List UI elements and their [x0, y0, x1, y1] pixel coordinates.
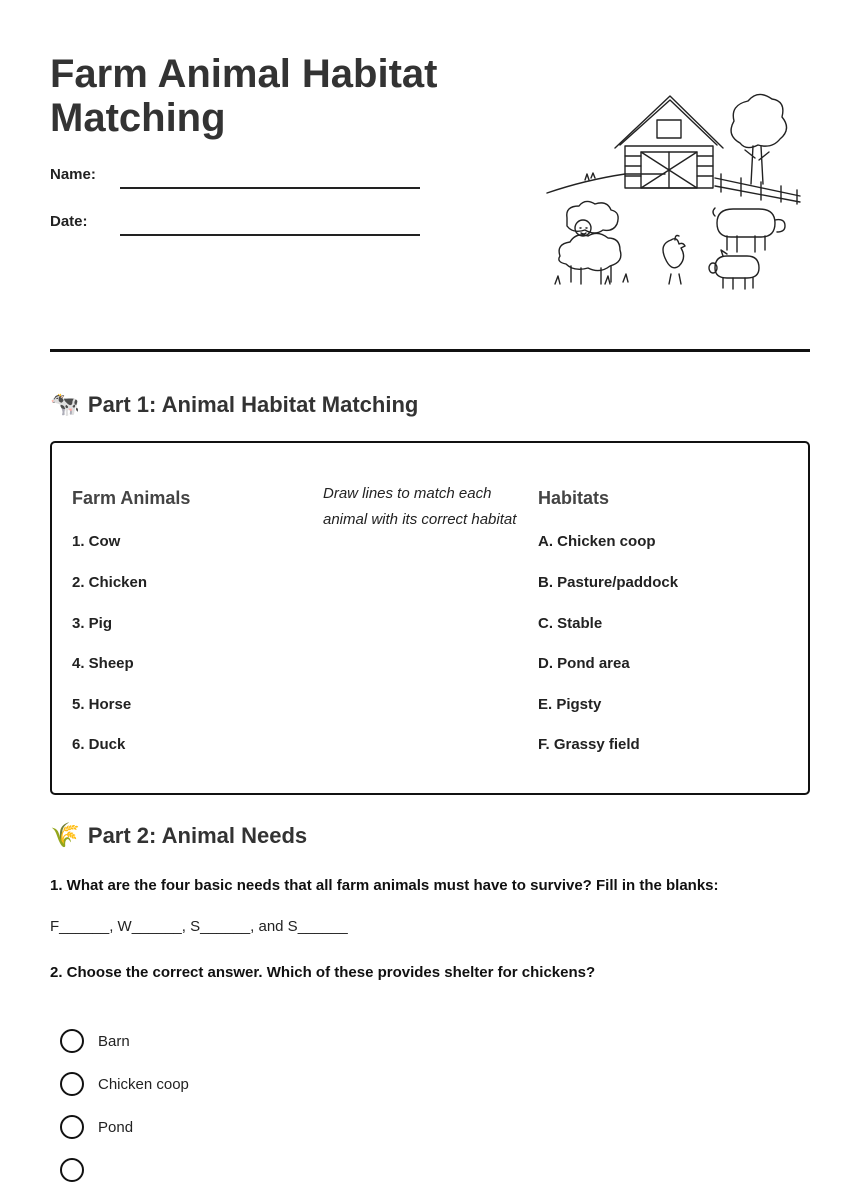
- question-1: 1. What are the four basic needs that all farm animals must have to survive? Fill in the blanks:: [50, 877, 719, 894]
- animal-item[interactable]: 6. Duck: [72, 736, 126, 753]
- page-title: Farm Animal Habitat Matching: [50, 52, 438, 140]
- habitats-heading: Habitats: [538, 488, 610, 508]
- habitat-item[interactable]: C. Stable: [538, 615, 603, 632]
- wheat-icon: 🌾: [50, 822, 80, 849]
- habitat-item[interactable]: D. Pond area: [538, 655, 630, 672]
- answer-option[interactable]: [60, 1029, 130, 1053]
- answer-option[interactable]: [60, 1115, 133, 1139]
- habitat-item[interactable]: A. Chicken coop: [538, 533, 656, 550]
- matching-box: [50, 441, 810, 795]
- animal-item[interactable]: 1. Cow: [72, 533, 121, 550]
- question-2: 2. Choose the correct answer. Which of these provides shelter for chickens?: [50, 964, 596, 981]
- date-field[interactable]: [120, 234, 420, 236]
- cow-icon: 🐄: [50, 391, 80, 418]
- radio-button[interactable]: [60, 1029, 84, 1053]
- animal-item[interactable]: 5. Horse: [72, 696, 132, 713]
- part1-heading: [50, 390, 418, 419]
- farm-scene-icon: [545, 88, 805, 293]
- habitat-item[interactable]: B. Pasture/paddock: [538, 574, 679, 591]
- radio-button[interactable]: [60, 1072, 84, 1096]
- habitat-item[interactable]: F. Grassy field: [538, 736, 640, 753]
- name-field[interactable]: [120, 187, 420, 189]
- animal-item[interactable]: 3. Pig: [72, 615, 113, 632]
- matching-instruction: Draw lines to match each animal with its correct habitat: [323, 485, 517, 528]
- farm-animals-heading: Farm Animals: [72, 488, 191, 508]
- part1-heading-text: Part 1: Animal Habitat Matching: [87, 391, 419, 417]
- section-divider: [50, 349, 810, 352]
- radio-button[interactable]: [60, 1115, 84, 1139]
- animal-item[interactable]: 4. Sheep: [72, 655, 134, 672]
- part2-heading: [50, 821, 307, 850]
- radio-button[interactable]: [60, 1158, 84, 1182]
- date-label: Date:: [50, 213, 88, 230]
- answer-option-label: Pond: [98, 1118, 134, 1136]
- part2-heading-text: Part 2: Animal Needs: [87, 822, 308, 848]
- answer-option-label: Barn: [98, 1032, 130, 1050]
- answer-option[interactable]: [60, 1072, 189, 1096]
- question-1-blanks[interactable]: F______, W______, S______, and S______: [50, 918, 348, 935]
- name-label: Name:: [50, 166, 96, 183]
- animal-item[interactable]: 2. Chicken: [72, 574, 148, 591]
- answer-option[interactable]: [60, 1158, 98, 1182]
- answer-option-label: Chicken coop: [98, 1075, 189, 1093]
- habitat-item[interactable]: E. Pigsty: [538, 696, 602, 713]
